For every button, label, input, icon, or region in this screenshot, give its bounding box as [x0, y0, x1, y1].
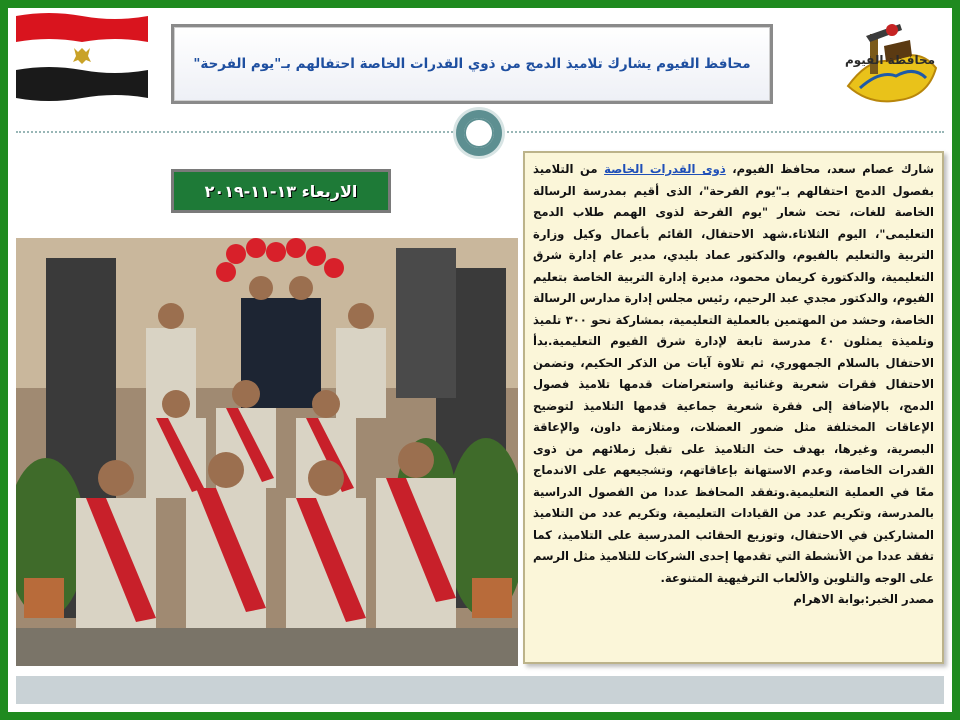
slide-frame	[8, 8, 952, 712]
date-banner	[171, 169, 391, 213]
headline: محافظ الفيوم يشارك تلاميذ الدمج من ذوي القدرات الخاصة احتفالهم بـ"يوم الفرحة"	[193, 56, 751, 72]
article-link[interactable]: ذوى القدرات الخاصة	[604, 162, 726, 176]
egypt-flag	[16, 10, 148, 102]
fayoum-logo-icon	[840, 16, 940, 108]
logo-text: محافظة الفيوم	[844, 53, 936, 67]
headline-box	[171, 24, 773, 104]
date-text: الاربعاء ١٣-١١-٢٠١٩	[204, 181, 358, 201]
article-text-part2: من التلاميذ بفصول الدمج احتفالهم بـ"يوم الفرحة"، الذى أقيم بمدرسة الرسالة الخاصة للغات، تحت شعار "يوم الفرحة لذوى الهمم طلاب الدمج التعليمى"، اليوم الثلاثاء.شهد الاحتفال، القائم بأعمال وكيل وزارة التربية والتعليم بالفيوم، والدكتور عماد بليدي، مدير عام إدارة شرق التعليمية، والدكتورة كريمان محمود، مديرة إدارة التربية الخاصة بتعليم الفيوم، والدكتور مجدي عبد الرحيم، رئيس مجلس إدارة مدارس الرسالة الخاصة، وحشد من المهتمين بالعملية التعليمية، بمشاركة نحو ٣٠٠ تلميذ وتلميذة يمثلون ٤٠ مدرسة تابعة لإدارة شرق الفيوم التعليمية.بدأ الاحتفال بالسلام الجمهوري، ثم تلاوة آيات من الذكر الحكيم، وتضمن الاحتفال فقرات شعرية وغنائية واستعراضات قدمها تلاميذ فصول الدمج، بالإضافة إلى فقرة شعرية جماعية قدمها التلاميذ لتوضيح الإعاقات المختلفة مثل ضمور العضلات، ومتلازمة داون، والإعاقة البصرية، وغيرها، بهدف حث التلاميذ على تقبل زملائهم من ذوى القدرات الخاصة، وعدم الاستهانة بإعاقاتهم، وتشجيعهم على الاندماج معًا في العملية التعليمية.وتفقد المحافظ عددا من الفصول الدراسية بالمدرسة، وتكريم عدد من القيادات التعليمية، وتكريم عدد من التلاميذ المشاركين في الاحتفال، وتوزيع الحقائب المدرسية على التلاميذ، كما تفقد عددا من الأنشطة التي تقدمها إحدى الشركات للتلاميذ مثل الرسم على الوجه والتلوين والألعاب الترفيهية المتنوعة.	[533, 162, 934, 585]
article-box	[523, 151, 944, 664]
news-source: مصدر الخبر:بوابة الاهرام	[793, 592, 934, 606]
article-text-part1: شارك عصام سعد، محافظ الفيوم،	[725, 162, 935, 176]
divider-ornament	[456, 110, 502, 156]
egypt-flag-icon	[16, 10, 148, 102]
event-photo	[16, 238, 518, 666]
students-group-photo	[16, 238, 518, 666]
article-body	[533, 159, 934, 589]
footer-bar	[16, 676, 944, 704]
governorate-logo	[840, 16, 940, 108]
ornament-ring	[464, 118, 494, 148]
